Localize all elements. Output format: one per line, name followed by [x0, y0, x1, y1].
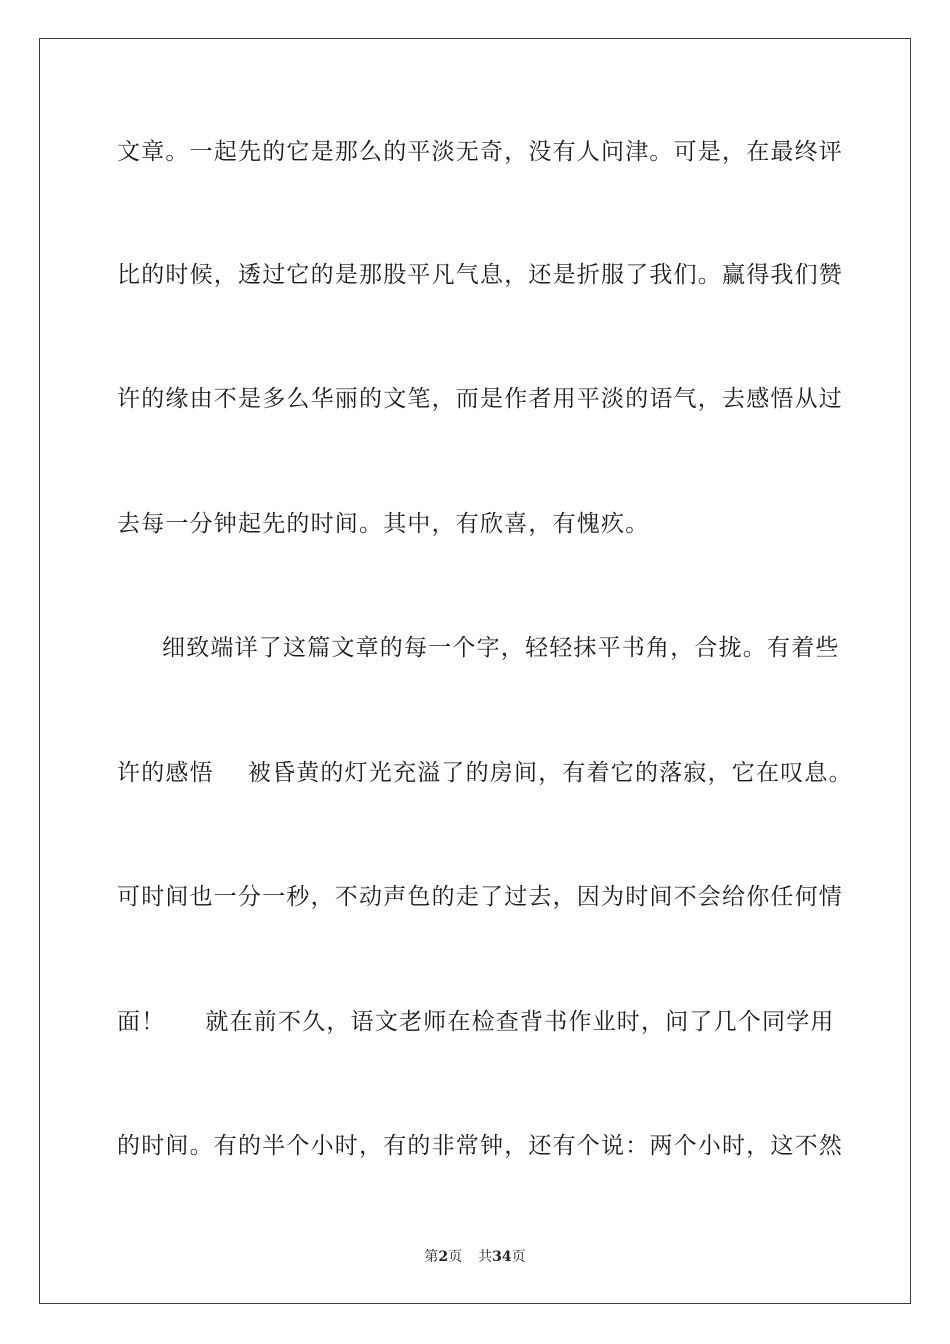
body-line-2: 比的时候，透过它的是那股平凡气息，还是折服了我们。赢得我们赞 [117, 262, 843, 288]
footer-page-prefix: 第 [424, 1249, 439, 1265]
body-line-3: 许的缘由不是多么华丽的文笔，而是作者用平淡的语气，去感悟从过 [117, 386, 843, 412]
body-line-5: 细致端详了这篇文章的每一个字，轻轻抹平书角，合拢。有着些 [162, 635, 840, 661]
footer-total-suffix: 页 [511, 1249, 526, 1265]
body-line-7: 可时间也一分一秒，不动声色的走了过去，因为时间不会给你任何情 [117, 884, 843, 910]
body-line-8-part-2: 就在前不久，语文老师在检查背书作业时，问了几个同学用 [205, 1009, 835, 1035]
body-line-6-part-1: 许的感悟 [117, 760, 214, 786]
body-line-8-part-1: 面！ [117, 1009, 166, 1035]
page-border [39, 38, 911, 1304]
body-line-8 [117, 1007, 835, 1037]
body-line-4: 去每一分钟起先的时间。其中，有欣喜，有愧疚。 [117, 511, 650, 537]
body-line-9: 的时间。有的半个小时，有的非常钟，还有个说：两个小时，这不然 [117, 1133, 843, 1159]
footer-page-number: 2 [438, 1249, 449, 1265]
footer-page-suffix: 页 [448, 1249, 463, 1265]
footer-total-pages: 34 [492, 1249, 512, 1265]
body-line-6-part-2: 被昏黄的灯光充溢了的房间，有着它的落寂，它在叹息。 [247, 760, 853, 786]
body-line-6 [117, 758, 853, 788]
page-footer [0, 1248, 950, 1266]
body-line-1: 文章。一起先的它是那么的平淡无奇，没有人问津。可是，在最终评 [117, 139, 843, 165]
footer-total-prefix: 共 [478, 1249, 493, 1265]
